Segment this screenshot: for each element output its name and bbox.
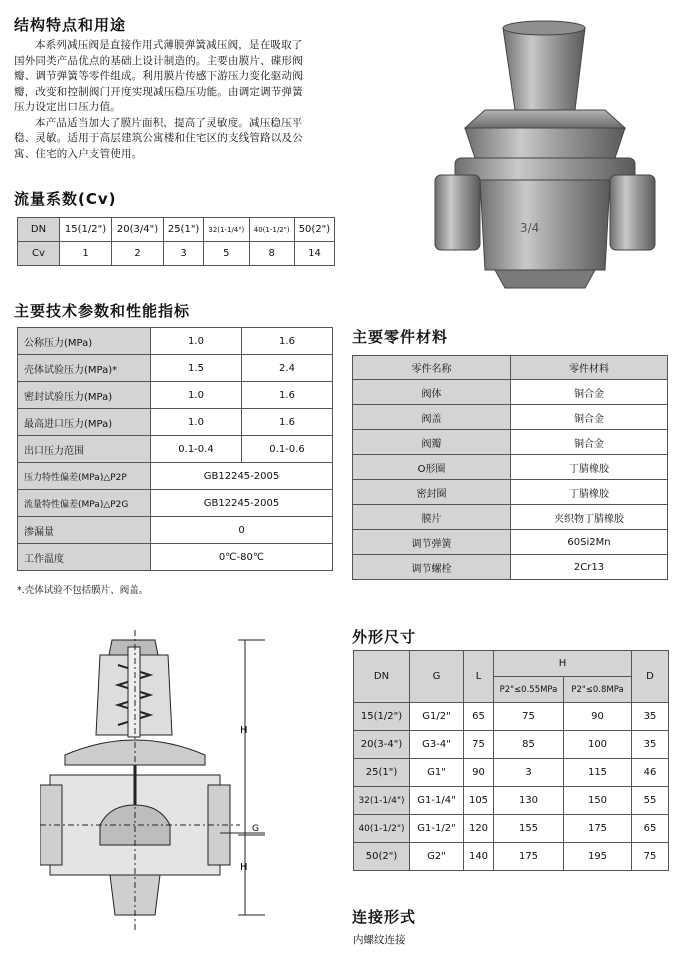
spec-label: 密封试验压力(MPa) (18, 382, 151, 409)
spec-value: GB12245-2005 (151, 463, 333, 490)
spec-value: GB12245-2005 (151, 490, 333, 517)
drawing-label-h: H (240, 725, 248, 736)
dims-header-l: L (464, 651, 494, 703)
svg-text:3/4: 3/4 (520, 221, 540, 235)
dims-cell: 175 (494, 843, 564, 871)
features-line: 瓣，改变和控制阀门开度实现减压稳压功能。由调定调节弹簧 (14, 85, 303, 98)
flow-cv-cell: 8 (249, 242, 294, 266)
material-part: 调节弹簧 (353, 530, 511, 555)
spec-value: 1.6 (242, 382, 333, 409)
spec-value: 1.0 (151, 382, 242, 409)
spec-value: 2.4 (242, 355, 333, 382)
dims-cell: 155 (494, 815, 564, 843)
dims-title: 外形尺寸 (352, 628, 417, 646)
flow-cv-label: Cv (18, 242, 60, 266)
dims-cell: 35 (632, 703, 669, 731)
features-title: 结构特点和用途 (14, 16, 127, 34)
materials-table (352, 355, 668, 580)
dims-cell: 115 (564, 759, 632, 787)
materials-header: 零件名称 (353, 356, 511, 380)
dims-header-h: H (494, 651, 632, 677)
features-line: 本产品适当加大了膜片面积，提高了灵敏度。减压稳压平 (35, 116, 303, 129)
dims-header-h1: P2"≤0.55MPa (494, 677, 564, 703)
dims-cell: G1/2" (410, 703, 464, 731)
material-value: 2Cr13 (511, 555, 668, 580)
material-part: O形圈 (353, 455, 511, 480)
flow-dn-cell: 20(3/4") (112, 218, 164, 242)
dims-cell: 90 (464, 759, 494, 787)
dims-cell: 175 (564, 815, 632, 843)
material-part: 调节螺栓 (353, 555, 511, 580)
features-line: 寓、住宅的入户支管使用。 (14, 147, 143, 160)
spec-value: 1.5 (151, 355, 242, 382)
features-line: 稳、灵敏。适用于高层建筑公寓楼和住宅区的支线管路以及公 (14, 132, 303, 144)
drawing-label-h1: H (240, 862, 248, 873)
dims-cell: 15(1/2") (354, 703, 410, 731)
material-part: 阀瓣 (353, 430, 511, 455)
material-value: 丁腈橡胶 (511, 480, 668, 505)
features-line: 本系列减压阀是直接作用式薄膜弹簧减压阀，是在吸取了 (35, 39, 303, 51)
spec-label: 压力特性偏差(MPa)△P2P (18, 463, 151, 490)
product-photo (425, 10, 665, 300)
dims-cell: 25(1") (354, 759, 410, 787)
spec-value: 1.6 (242, 409, 333, 436)
flow-dn-cell: 32(1-1/4") (204, 218, 249, 242)
flow-cv-cell: 5 (204, 242, 249, 266)
dims-header-g: G (410, 651, 464, 703)
dims-cell: 50(2") (354, 843, 410, 871)
dims-cell: G1-1/2" (410, 815, 464, 843)
spec-label: 壳体试验压力(MPa)* (18, 355, 151, 382)
flow-cv-cell: 1 (60, 242, 112, 266)
dims-cell: 100 (564, 731, 632, 759)
materials-title: 主要零件材料 (352, 328, 449, 346)
dims-cell: G1-1/4" (410, 787, 464, 815)
dims-cell: 35 (632, 731, 669, 759)
spec-label: 渗漏量 (18, 517, 151, 544)
dims-cell: 75 (632, 843, 669, 871)
material-part: 密封圈 (353, 480, 511, 505)
spec-value: 1.0 (151, 328, 242, 355)
specs-note: *.壳体试验不包括膜片、阀盖。 (17, 585, 149, 596)
material-part: 膜片 (353, 505, 511, 530)
dims-cell: 3 (494, 759, 564, 787)
features-line: 瓣、调节弹簧等零件组成。利用膜片传感下游压力变化驱动阀 (14, 70, 303, 82)
material-part: 阀盖 (353, 405, 511, 430)
materials-header: 零件材料 (511, 356, 668, 380)
flow-dn-cell: 15(1/2") (60, 218, 112, 242)
flow-title: 流量系数(Cv) (14, 190, 117, 208)
flow-cv-cell: 14 (294, 242, 334, 266)
dims-cell: 75 (464, 731, 494, 759)
spec-label: 流量特性偏差(MPa)△P2G (18, 490, 151, 517)
material-value: 60Si2Mn (511, 530, 668, 555)
features-text (14, 38, 344, 162)
spec-value: 1.0 (151, 409, 242, 436)
dims-cell: 85 (494, 731, 564, 759)
dims-cell: 90 (564, 703, 632, 731)
spec-value: 0 (151, 517, 333, 544)
dims-cell: 140 (464, 843, 494, 871)
specs-table (17, 327, 333, 571)
material-value: 铜合金 (511, 380, 668, 405)
section-drawing (40, 625, 270, 935)
dims-cell: 150 (564, 787, 632, 815)
flow-dn-label: DN (18, 218, 60, 242)
spec-value: 1.6 (242, 328, 333, 355)
material-value: 夹织物丁腈橡胶 (511, 505, 668, 530)
flow-cv-cell: 2 (112, 242, 164, 266)
dims-header-h2: P2"≤0.8MPa (564, 677, 632, 703)
dims-table (353, 650, 669, 871)
features-line: 国外同类产品优点的基础上设计制造的。主要由膜片、碟形阀 (14, 54, 303, 67)
dims-cell: 65 (632, 815, 669, 843)
spec-value: 0℃-80℃ (151, 544, 333, 571)
material-part: 阀体 (353, 380, 511, 405)
dims-cell: G3-4" (410, 731, 464, 759)
connection-text: 内螺纹连接 (353, 934, 406, 946)
dims-cell: 46 (632, 759, 669, 787)
dims-cell: 20(3-4") (354, 731, 410, 759)
spec-label: 公称压力(MPa) (18, 328, 151, 355)
dims-cell: 195 (564, 843, 632, 871)
flow-table (17, 217, 335, 266)
dims-cell: 40(1-1/2") (354, 815, 410, 843)
dims-cell: G1" (410, 759, 464, 787)
flow-dn-cell: 40(1-1/2") (249, 218, 294, 242)
dims-cell: 55 (632, 787, 669, 815)
specs-title: 主要技术参数和性能指标 (14, 302, 191, 320)
dims-header-d: D (632, 651, 669, 703)
spec-label: 出口压力范围 (18, 436, 151, 463)
drawing-label-g: G (252, 824, 259, 834)
dims-cell: 105 (464, 787, 494, 815)
spec-label: 工作温度 (18, 544, 151, 571)
dims-cell: 130 (494, 787, 564, 815)
dims-cell: 32(1-1/4") (354, 787, 410, 815)
material-value: 铜合金 (511, 405, 668, 430)
dims-cell: 120 (464, 815, 494, 843)
material-value: 丁腈橡胶 (511, 455, 668, 480)
spec-label: 最高进口压力(MPa) (18, 409, 151, 436)
material-value: 铜合金 (511, 430, 668, 455)
flow-cv-cell: 3 (164, 242, 204, 266)
dims-cell: 65 (464, 703, 494, 731)
spec-value: 0.1-0.6 (242, 436, 333, 463)
dims-cell: G2" (410, 843, 464, 871)
dims-cell: 75 (494, 703, 564, 731)
flow-dn-cell: 25(1") (164, 218, 204, 242)
flow-dn-cell: 50(2") (294, 218, 334, 242)
spec-value: 0.1-0.4 (151, 436, 242, 463)
connection-title: 连接形式 (352, 908, 417, 926)
dims-header-dn: DN (354, 651, 410, 703)
features-line: 压力设定出口压力值。 (14, 101, 121, 113)
